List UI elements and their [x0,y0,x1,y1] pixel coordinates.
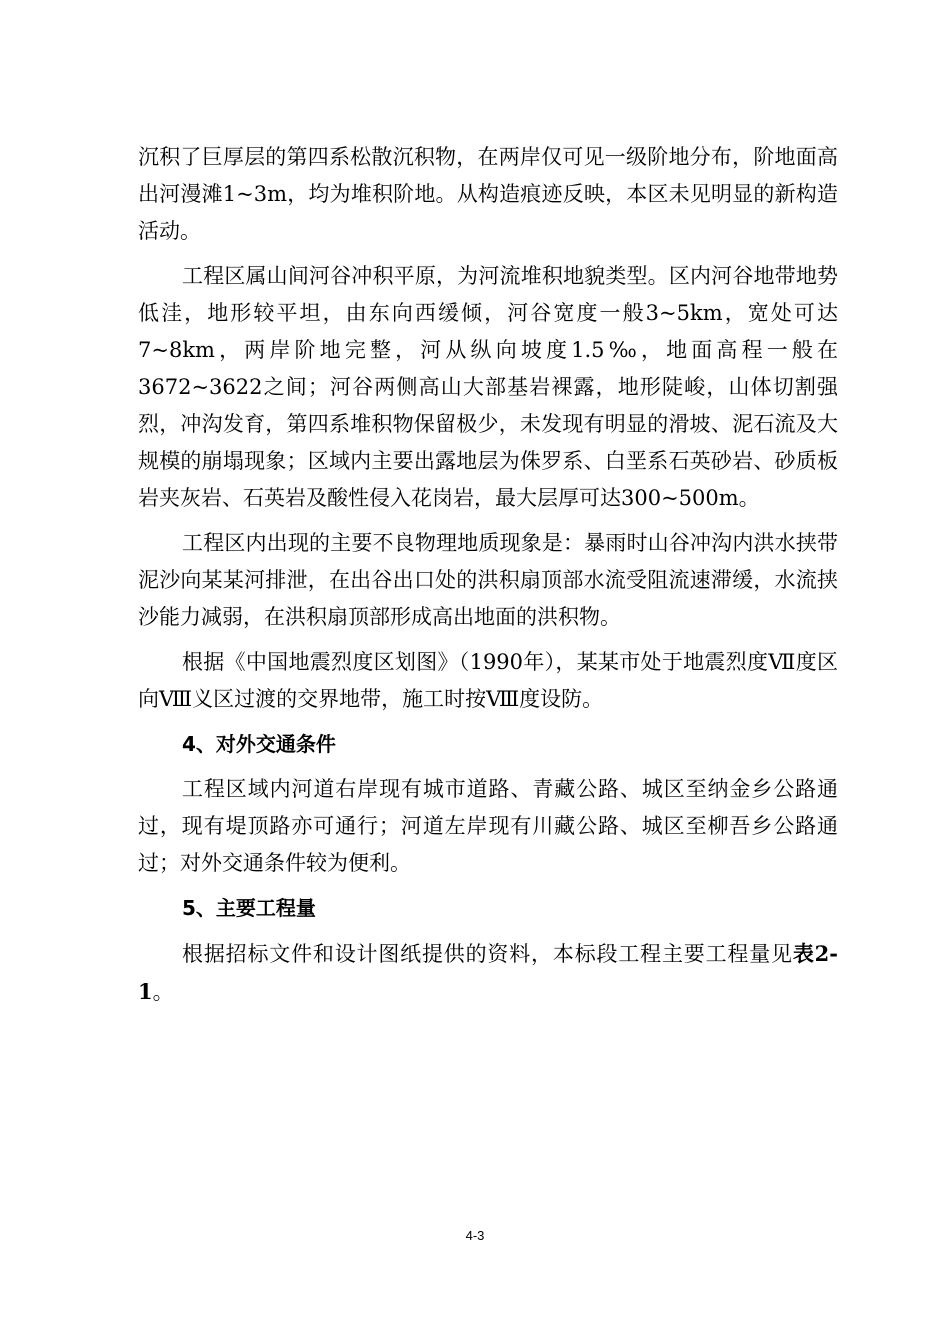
table-reference: 表2-1 [138,941,839,1004]
page-number: 4-3 [465,1228,485,1243]
paragraph-transport-conditions: 工程区域内河道右岸现有城市道路、青藏公路、城区至纳金乡公路通过，现有堤顶路亦可通行；河道左岸现有川藏公路、城区至柳吾乡公路通过；对外交通条件较为便利。 [138,777,838,875]
quantities-reference-text: 根据招标文件和设计图纸提供的资料，本标段工程主要工程量见 [182,942,793,966]
paragraph-quantities-reference [138,935,838,1011]
heading-external-transport: 4、对外交通条件 [182,732,336,756]
paragraph-geomorphology: 工程区属山间河谷冲积平原，为河流堆积地貌类型。区内河谷地带地势低洼，地形较平坦，由东向西缓倾，河谷宽度一般3~5km，宽处可达7~8km，两岸阶地完整，河从纵向坡度1.5‰，地面高程一般在3672~3622之间；河谷两侧高山大部基岩裸露，地形陡峻，山体切割强烈，冲沟发育，第四系堆积物保留极少，未发现有明显的滑坡、泥石流及大规模的崩塌现象；区域内主要出露地层为侏罗系、白垩系石英砂岩、砂质板岩夹灰岩、石英岩及酸性侵入花岗岩，最大层厚可达300~500m。 [138,264,838,510]
paragraph-geological-hazards: 工程区内出现的主要不良物理地质现象是：暴雨时山谷冲沟内洪水挟带泥沙向某某河排泄，在出谷出口处的洪积扇顶部水流受阻流速滞缓，水流挟沙能力减弱，在洪积扇顶部形成高出地面的洪积物。 [138,531,838,629]
paragraph-seismic-intensity: 根据《中国地震烈度区划图》（1990年），某某市处于地震烈度Ⅶ度区向Ⅷ义区过渡的交界地带，施工时按Ⅷ度设防。 [138,650,838,711]
sentence-end: 。 [152,980,174,1004]
document-body [138,139,838,1019]
heading-main-quantities: 5、主要工程量 [182,896,316,920]
paragraph-sediment: 沉积了巨厚层的第四系松散沉积物，在两岸仅可见一级阶地分布，阶地面高出河漫滩1~3m，均为堆积阶地。从构造痕迹反映，本区未见明显的新构造活动。 [138,145,838,243]
